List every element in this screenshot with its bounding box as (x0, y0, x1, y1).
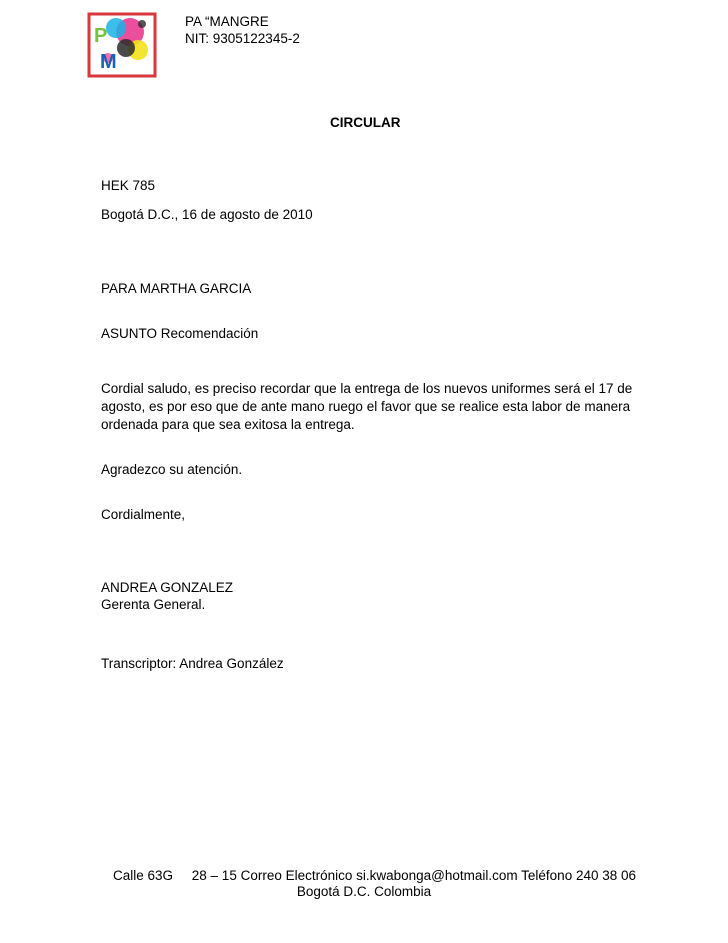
signer-title: Gerenta General. (101, 597, 206, 612)
logo-cyan-splash (106, 18, 126, 38)
logo-letter-m: M (100, 51, 117, 73)
company-nit: NIT: 9305122345-2 (185, 31, 300, 46)
transcriber: Transcriptor: Andrea González (101, 656, 284, 671)
body-line-3: ordenada para que sea exitosa la entrega. (101, 417, 355, 432)
body-line-1: Cordial saludo, es preciso recordar que la entrega de los nuevos uniformes será el 17 de (101, 381, 633, 396)
subject: ASUNTO Recomendación (101, 326, 259, 341)
footer-address: Calle 63G 28 – 15 Correo Electrónico si.kwabonga@hotmail.com Teléfono 240 38 06 (113, 868, 637, 883)
logo-letter-p: P (94, 25, 108, 47)
logo-graphic (86, 10, 158, 80)
footer-city: Bogotá D.C. Colombia (296, 884, 432, 899)
thanks-line: Agradezco su atención. (101, 462, 243, 477)
body-line-2: agosto, es por eso que de ante mano ruego el favor que se realice esta labor de manera (101, 399, 631, 414)
logo-dot (138, 20, 146, 28)
document-title: CIRCULAR (330, 115, 401, 130)
place-date: Bogotá D.C., 16 de agosto de 2010 (101, 207, 313, 222)
logo-dark-splash (117, 39, 135, 57)
company-logo (86, 10, 158, 80)
company-name: PA “MANGRE (185, 14, 269, 29)
signer-name: ANDREA GONZALEZ (101, 580, 234, 595)
recipient: PARA MARTHA GARCIA (101, 281, 252, 296)
closing-line: Cordialmente, (101, 507, 186, 522)
document-reference: HEK 785 (101, 178, 156, 193)
